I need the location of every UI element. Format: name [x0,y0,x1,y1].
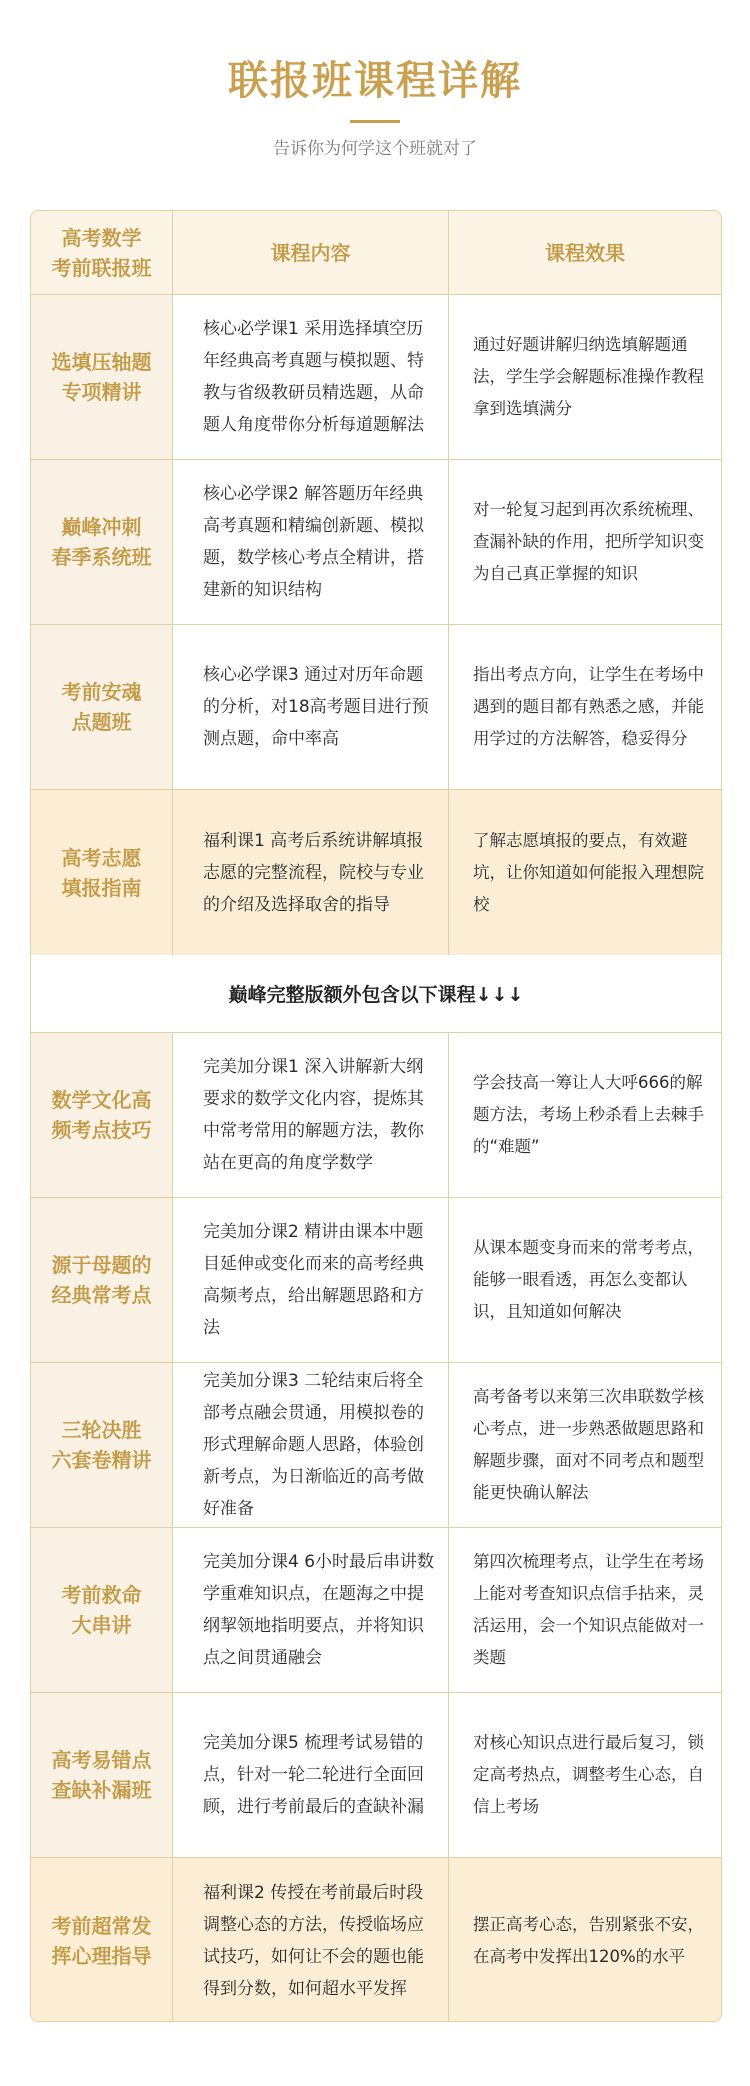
course-effect: 第四次梳理考点，让学生在考场上能对考查知识点信手拈来，灵活运用，会一个知识点能做对一类题 [473,1552,704,1667]
course-name: 考前安魂 点题班 [61,680,142,734]
title-divider [350,120,400,123]
table-row [31,625,721,790]
header-effect [449,211,721,294]
course-effect: 摆正高考心态，告别紧张不安，在高考中发挥出120%的水平 [473,1914,704,1966]
course-effect-cell [449,1693,721,1857]
course-effect-cell [449,1858,721,2022]
table-row [31,1363,721,1528]
course-effect-cell [449,460,721,624]
course-content: 福利课2 传授在考前最后时段调整心态的方法，传授临场应试技巧，如何让不会的题也能得到分数，如何超水平发挥 [203,1882,424,1999]
course-effect: 了解志愿填报的要点，有效避坑，让你知道如何能报入理想院校 [473,830,704,914]
course-effect-cell [449,295,721,459]
course-name-cell [31,460,173,624]
course-effect: 对一轮复习起到再次系统梳理、查漏补缺的作用，把所学知识变为自己真正掌握的知识 [473,500,704,583]
course-content-cell [173,295,449,459]
course-table [30,210,722,2022]
course-effect: 高考备考以来第三次串联数学核心考点，进一步熟悉做题思路和解题步骤，面对不同考点和题型能更快确认解法 [473,1387,704,1502]
header-content [173,211,449,294]
course-effect: 对核心知识点进行最后复习，锁定高考热点，调整考生心态，自信上考场 [473,1733,704,1816]
table-row [31,460,721,625]
course-content: 完美加分课3 二轮结束后将全部考点融会贯通，用模拟卷的形式理解命题人思路，体验创新考点，为日渐临近的高考做好准备 [203,1371,424,1519]
course-effect-cell [449,1198,721,1362]
course-content: 完美加分课4 6小时最后串讲数学重难知识点，在题海之中提纲挈领地指明要点，并将知识点之间贯通融会 [203,1552,435,1668]
course-content: 核心必学课1 采用选择填空历年经典高考真题与模拟题、特教与省级教研员精选题，从命题人角度带你分析每道题解法 [203,319,424,435]
course-content: 核心必学课2 解答题历年经典高考真题和精编创新题、模拟题，数学核心考点全精讲，搭建新的知识结构 [203,484,424,600]
course-content-cell [173,1198,449,1362]
header-content-label: 课程内容 [270,240,351,265]
extra-courses-banner: 巅峰完整版额外包含以下课程↓↓↓ [31,955,721,1033]
course-name: 高考易错点 查缺补漏班 [51,1748,152,1802]
course-name-cell [31,790,173,955]
course-name: 考前救命 大串讲 [61,1583,142,1637]
course-name: 数学文化高 频考点技巧 [51,1088,152,1142]
header-course-name [31,211,173,294]
course-effect: 通过好题讲解归纳选填解题通法，学生学会解题标准操作教程拿到选填满分 [473,335,704,418]
course-name: 巅峰冲刺 春季系统班 [51,515,152,569]
course-name-cell [31,1693,173,1857]
table-row [31,1528,721,1693]
course-content: 完美加分课1 深入讲解新大纲要求的数学文化内容，提炼其中常考常用的解题方法，教你站在更高的角度学数学 [203,1057,424,1173]
course-name-cell [31,1033,173,1197]
table-row [31,1693,721,1858]
table-row [31,295,721,460]
course-content-cell [173,625,449,789]
course-content: 完美加分课5 梳理考试易错的点，针对一轮二轮进行全面回顾，进行考前最后的查缺补漏 [203,1733,424,1817]
header-course-name-label: 高考数学 考前联报班 [51,225,152,280]
course-name-cell [31,1363,173,1527]
course-name: 源于母题的 经典常考点 [51,1253,152,1307]
course-name-cell [31,1528,173,1692]
course-content: 福利课1 高考后系统讲解填报志愿的完整流程，院校与专业的介绍及选择取舍的指导 [203,830,424,915]
course-content-cell [173,790,449,955]
page-title: 联报班课程详解 [228,58,522,104]
course-effect: 从课本题变身而来的常考考点，能够一眼看透，再怎么变都认识，且知道如何解决 [473,1238,704,1321]
course-content-cell [173,1528,449,1692]
course-content-cell [173,1693,449,1857]
course-effect-cell [449,1528,721,1692]
course-name-cell [31,625,173,789]
course-content: 完美加分课2 精讲由课本中题目延伸或变化而来的高考经典高频考点，给出解题思路和方法 [203,1222,424,1338]
course-effect-cell [449,790,721,955]
course-content-cell [173,1033,449,1197]
course-effect-cell [449,625,721,789]
course-name: 三轮决胜 六套卷精讲 [51,1418,152,1472]
table-header-row [31,211,721,295]
course-name: 高考志愿 填报指南 [61,845,142,900]
course-name-cell [31,295,173,459]
header-effect-label: 课程效果 [545,240,625,265]
page-subtitle: 告诉你为何学这个班就对了 [273,139,477,159]
course-effect: 学会技高一筹让人大呼666的解题方法，考场上秒杀看上去棘手的“难题” [473,1073,704,1156]
course-effect-cell [449,1363,721,1527]
course-name: 考前超常发 挥心理指导 [51,1913,152,1968]
course-effect: 指出考点方向，让学生在考场中遇到的题目都有熟悉之感，并能用学过的方法解答，稳妥得分 [473,665,704,748]
course-name: 选填压轴题 专项精讲 [51,350,152,404]
course-name-cell [31,1858,173,2022]
course-content-cell [173,1858,449,2022]
table-row [31,1198,721,1363]
course-effect-cell [449,1033,721,1197]
course-content-cell [173,460,449,624]
table-row [31,790,721,955]
table-row [31,1033,721,1198]
course-content-cell [173,1363,449,1527]
table-row [31,1858,721,2022]
course-name-cell [31,1198,173,1362]
course-content: 核心必学课3 通过对历年命题的分析，对18高考题目进行预测点题，命中率高 [203,665,429,749]
